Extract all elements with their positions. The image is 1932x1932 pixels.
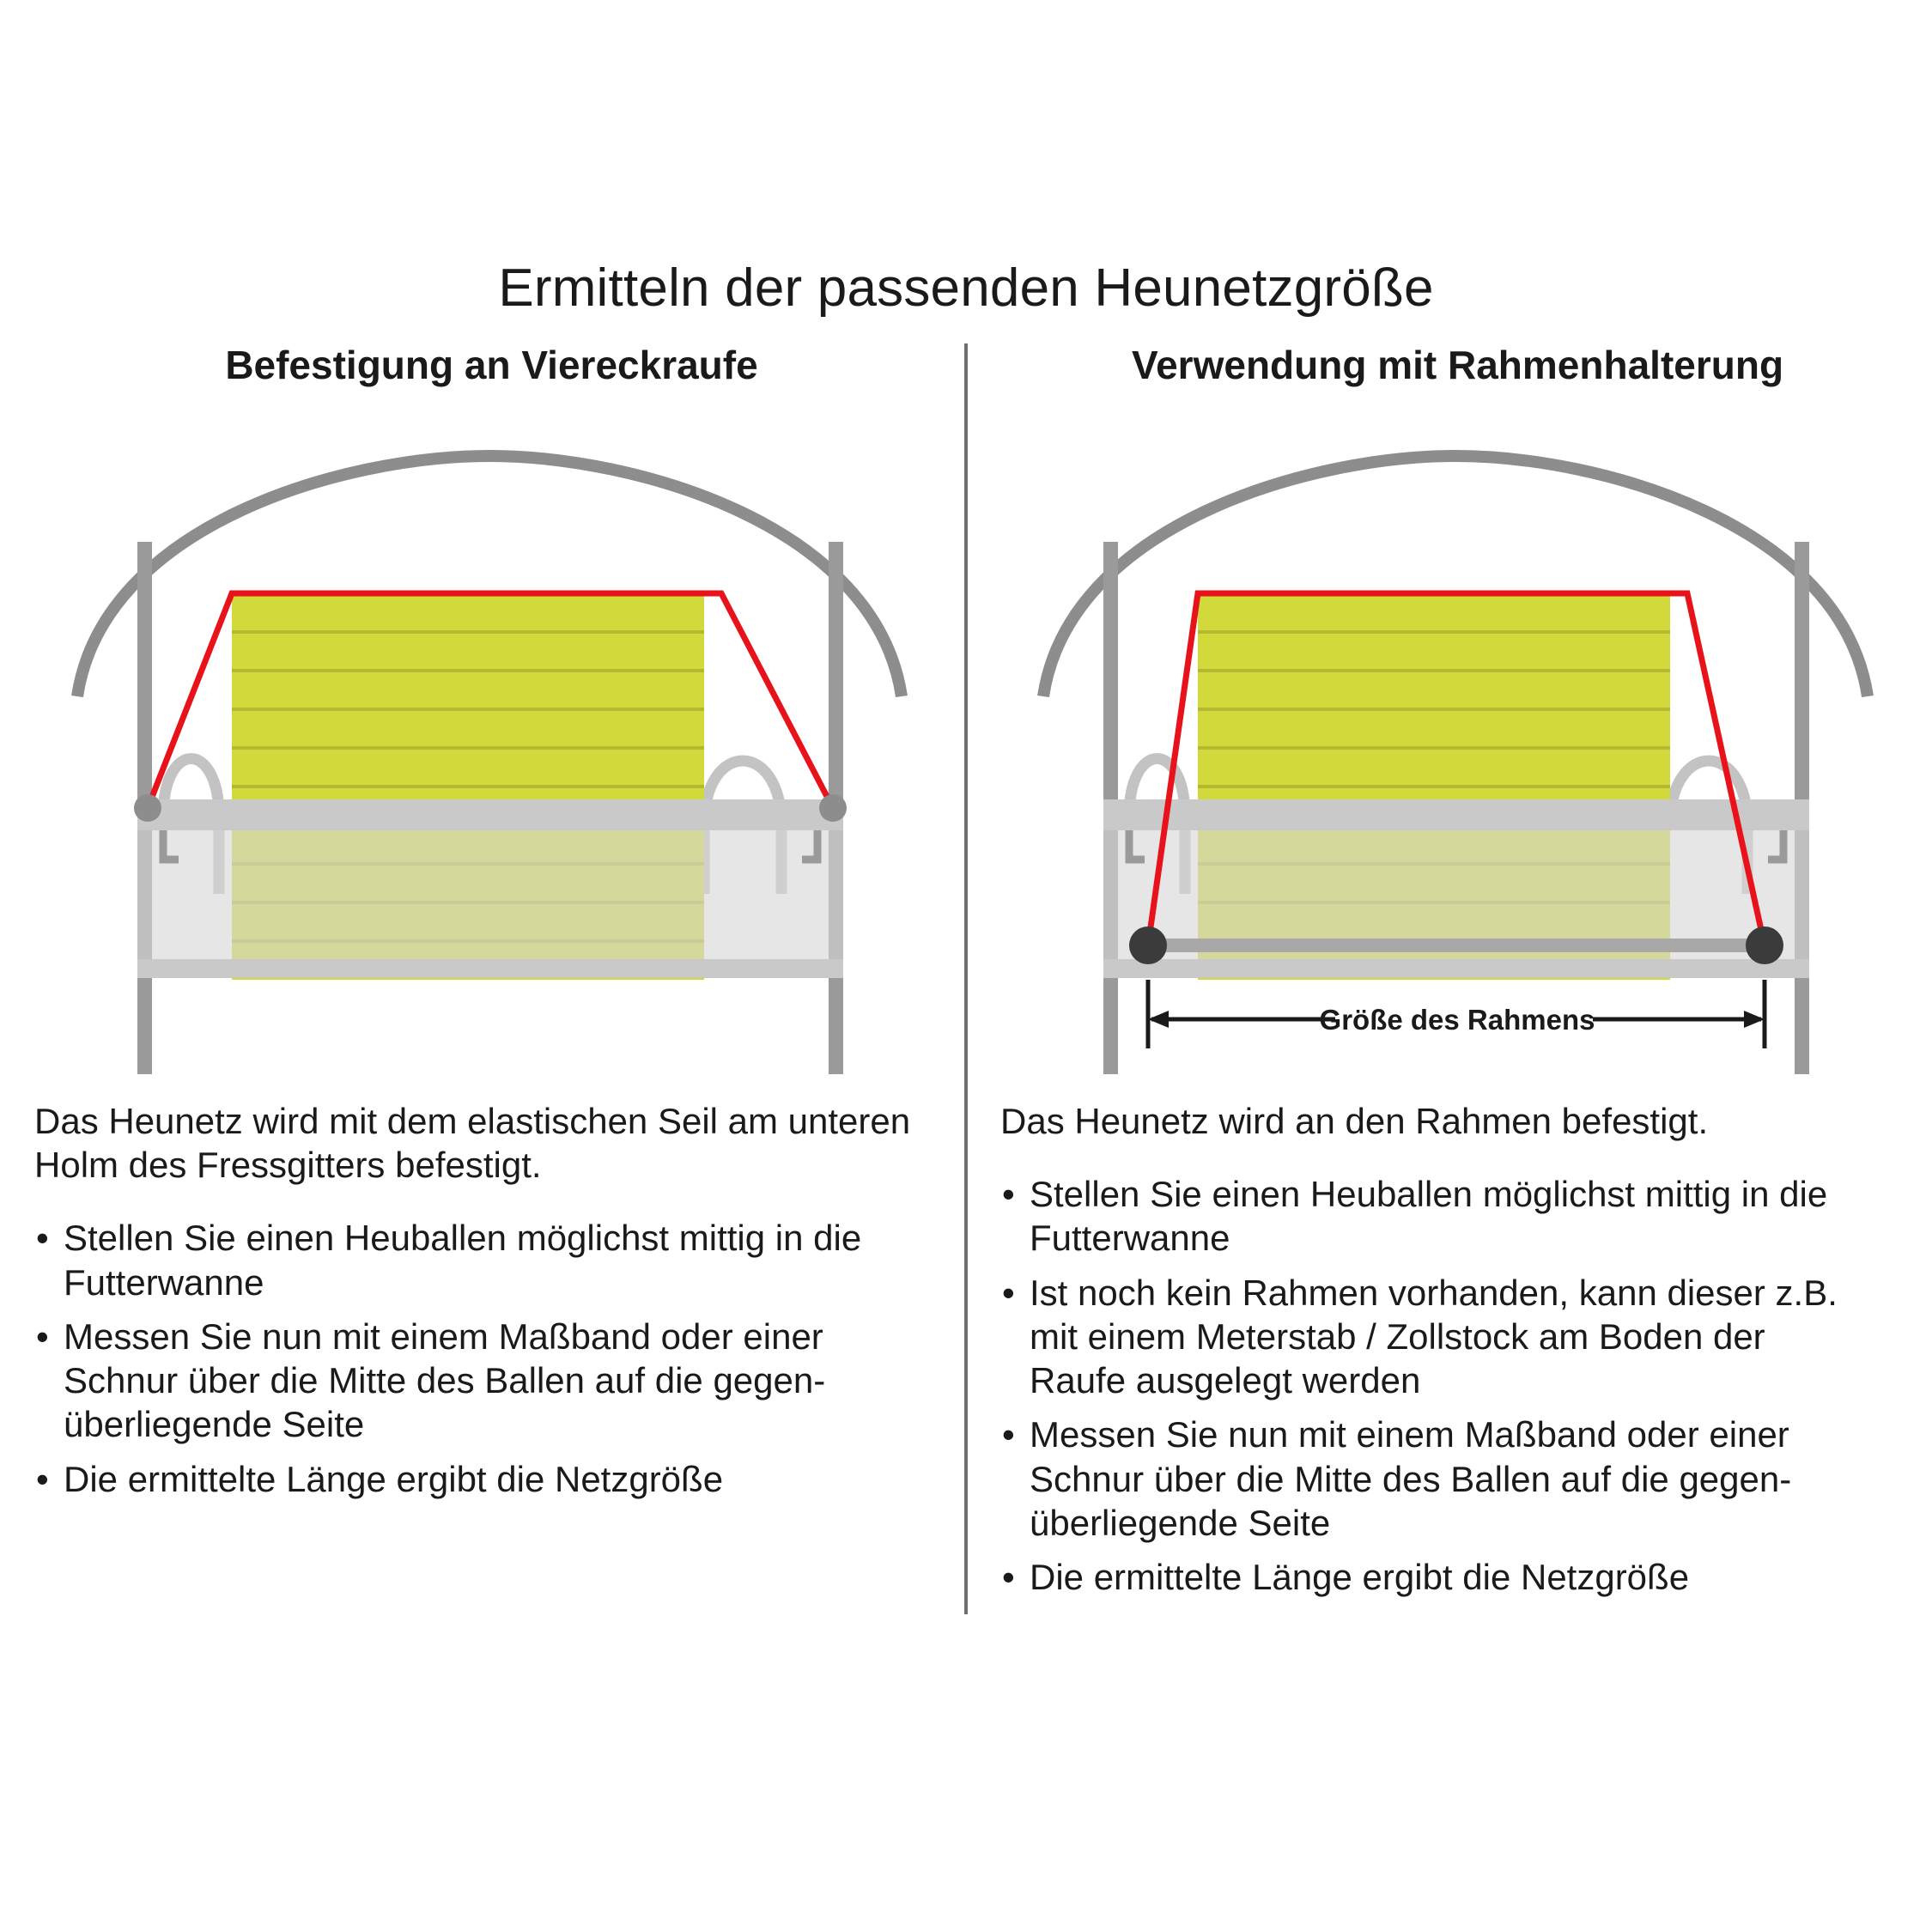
dimension-arrowhead-right bbox=[1744, 1011, 1765, 1028]
list-item: • Ist noch kein Rahmen vorhanden, kann dieser z.B. mit einem Meterstab / Zollstock am Boden der Raufe ausgelegt werden bbox=[1000, 1271, 1868, 1403]
rope-anchor-right bbox=[819, 794, 847, 822]
list-item: • Die ermittelte Länge ergibt die Netzgröße bbox=[1000, 1555, 1868, 1599]
left-lead-text: Das Heunetz wird mit dem elastischen Seil am unteren Holm des Fressgitters befestigt. bbox=[34, 1101, 911, 1186]
frame-corner-left bbox=[1129, 927, 1167, 964]
trough-body bbox=[137, 830, 843, 959]
list-item: • Messen Sie nun mit einem Maßband oder einer Schnur über die Mitte des Ballen auf die gegen-überliegende Seite bbox=[34, 1315, 923, 1447]
left-bullet-list bbox=[34, 1216, 923, 1500]
right-text-block bbox=[1000, 1099, 1868, 1609]
frame-corner-right bbox=[1746, 927, 1783, 964]
trough-top-rail bbox=[1103, 799, 1809, 830]
right-bullet-list bbox=[1000, 1172, 1868, 1599]
list-item: • Stellen Sie einen Heuballen möglichst mittig in die Futterwanne bbox=[34, 1216, 923, 1303]
right-column-heading: Verwendung mit Rahmenhalterung bbox=[1131, 343, 1784, 387]
right-lead-text: Das Heunetz wird an den Rahmen befestigt. bbox=[1000, 1101, 1709, 1141]
dimension-arrowhead-left bbox=[1148, 1011, 1169, 1028]
frame-bar bbox=[1129, 939, 1782, 952]
list-item: • Die ermittelte Länge ergibt die Netzgröße bbox=[34, 1457, 923, 1501]
rope-anchor-left bbox=[134, 794, 161, 822]
right-column bbox=[1000, 343, 1915, 1631]
left-text-block bbox=[34, 1099, 923, 1511]
column-divider bbox=[964, 343, 968, 1614]
left-column-heading: Befestigung an Viereckraufe bbox=[225, 343, 758, 387]
right-figure bbox=[1000, 413, 1915, 1100]
trough-bottom-rail bbox=[1103, 959, 1809, 978]
page-title: Ermitteln der passenden Heunetzgröße bbox=[498, 258, 1434, 318]
left-figure bbox=[34, 413, 949, 1100]
trough-bottom-rail bbox=[137, 959, 843, 978]
trough-top-rail bbox=[137, 799, 843, 830]
dimension-label: Größe des Rahmens bbox=[1319, 1003, 1595, 1036]
list-item: • Messen Sie nun mit einem Maßband oder einer Schnur über die Mitte des Ballen auf die gegen-überliegende Seite bbox=[1000, 1413, 1868, 1545]
left-column bbox=[34, 343, 949, 1631]
list-item: • Stellen Sie einen Heuballen möglichst mittig in die Futterwanne bbox=[1000, 1172, 1868, 1260]
